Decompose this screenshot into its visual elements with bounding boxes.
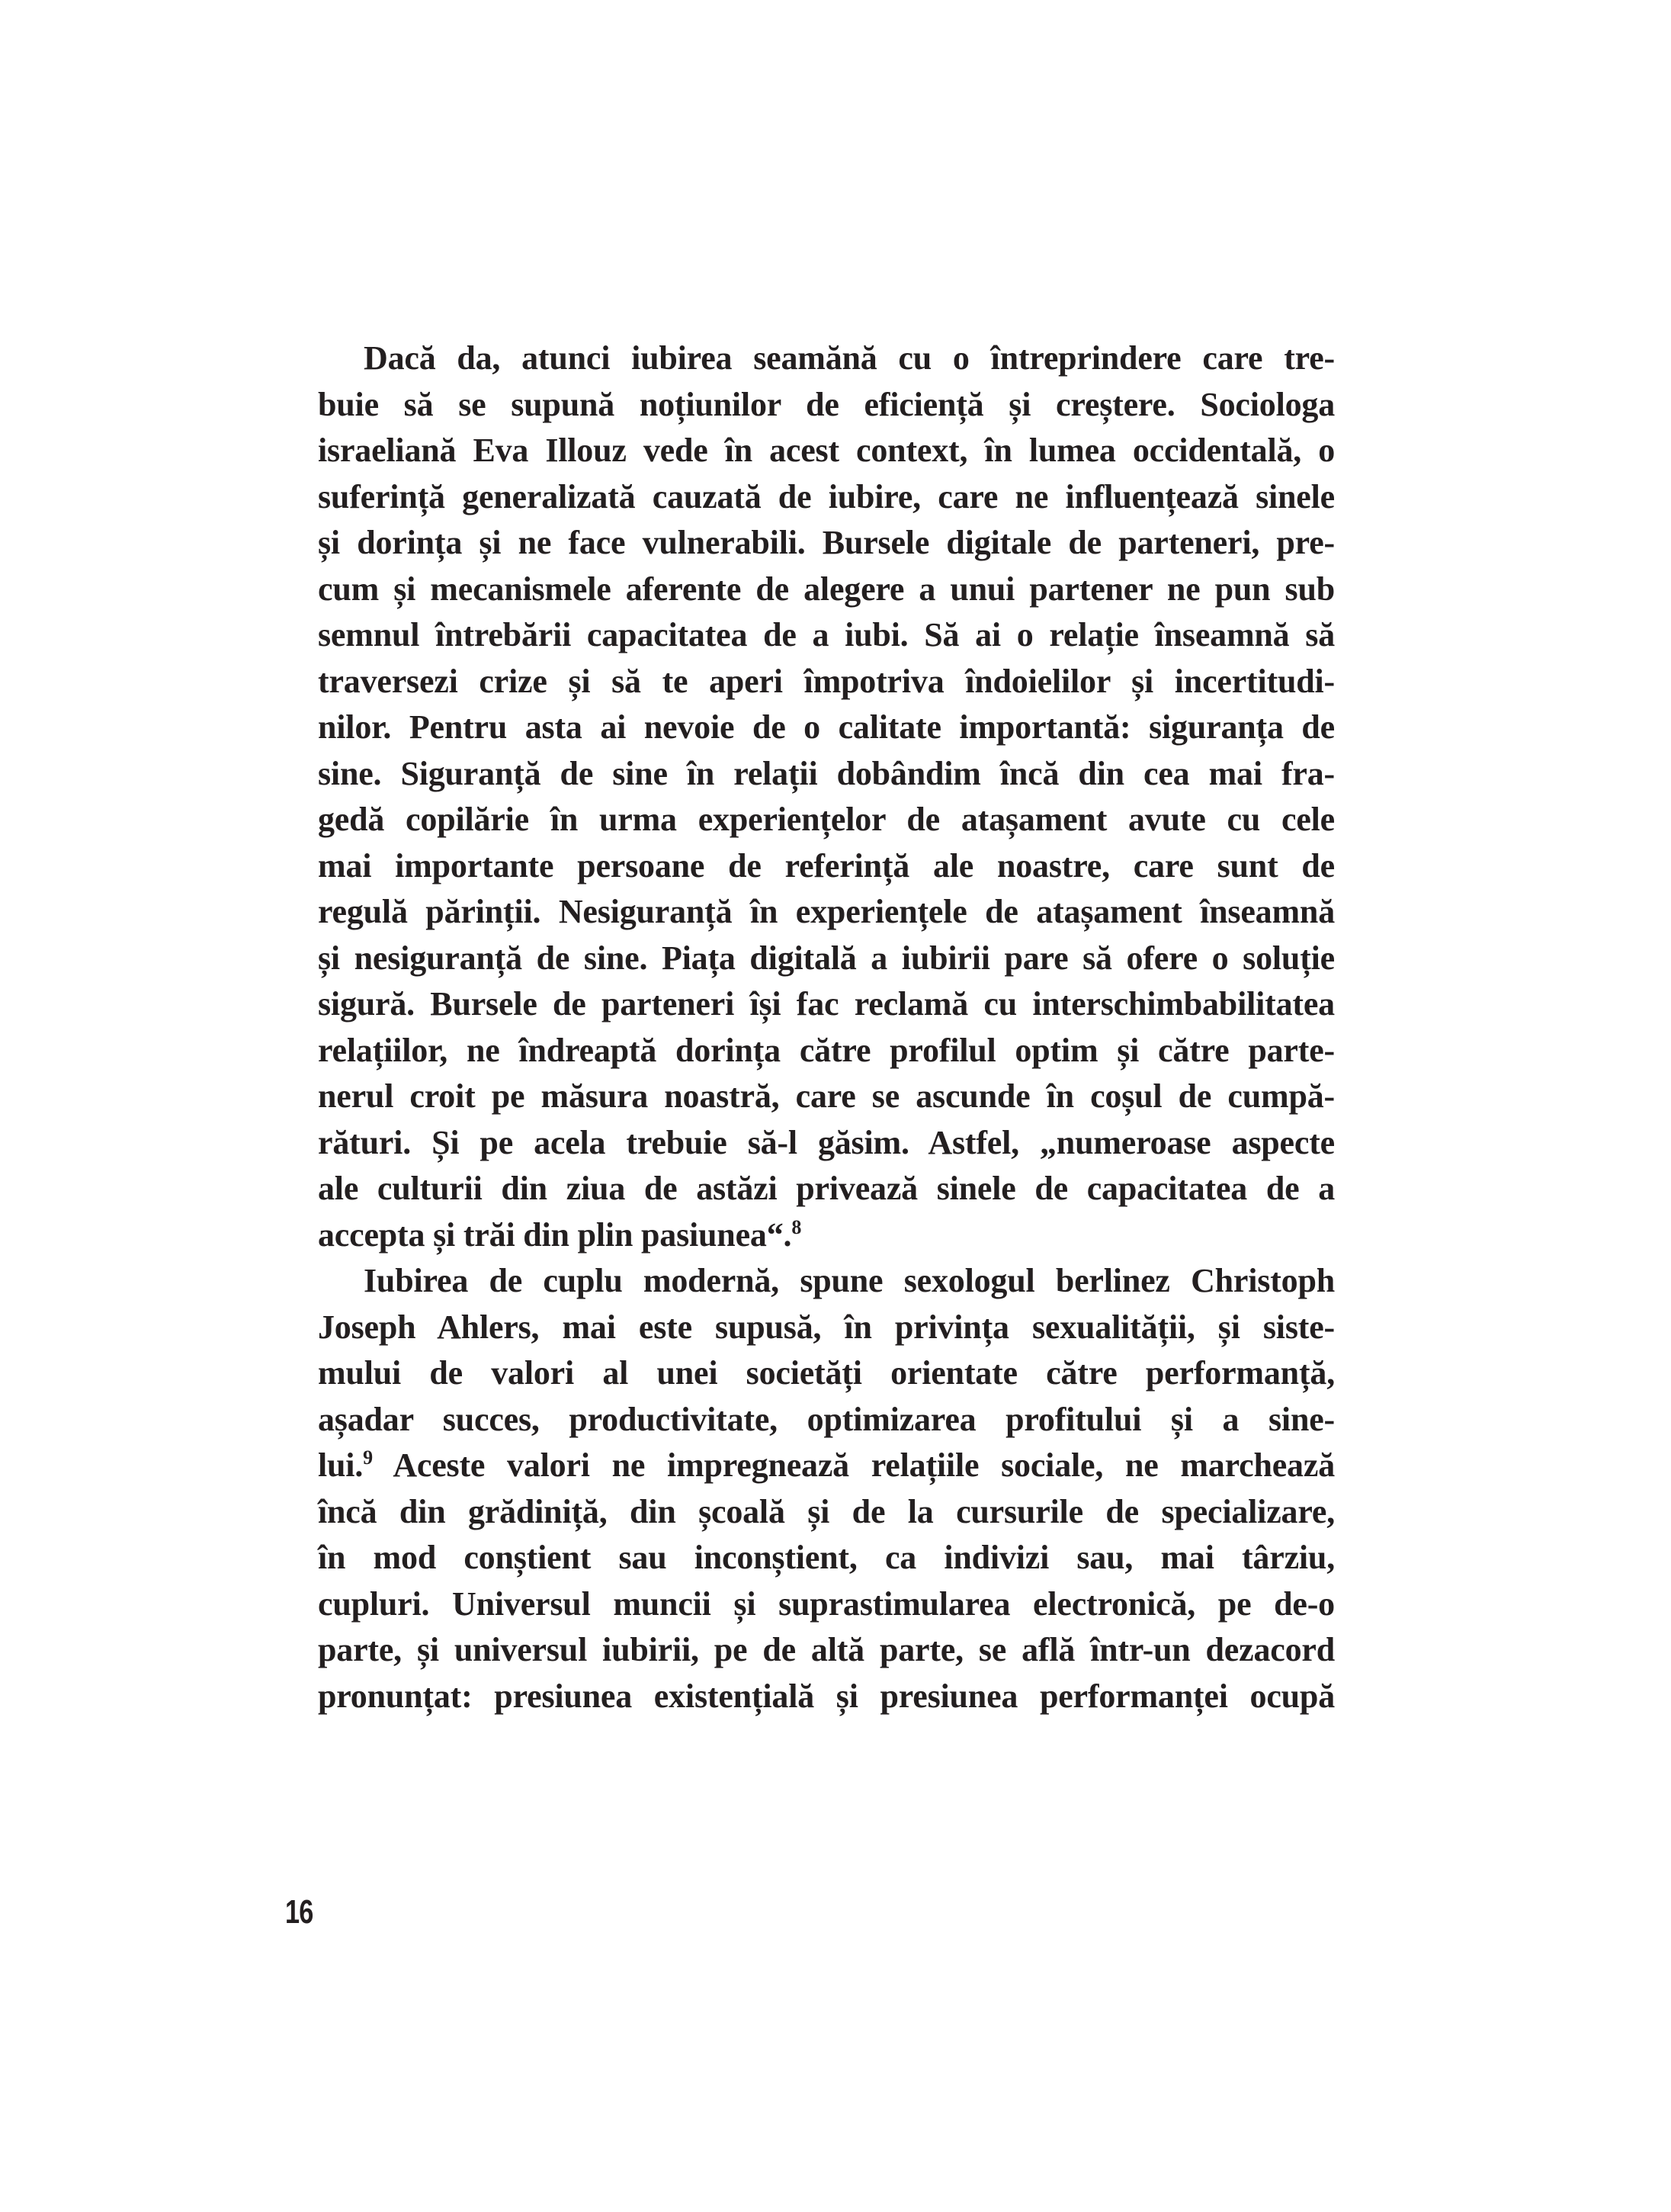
text-line: în mod conștient sau inconștient, ca indivizi sau, mai târziu, [318, 1539, 1335, 1576]
text-line: și nesiguranță de sine. Piața digitală a iubirii pare să ofere o soluție [318, 939, 1335, 977]
text-line: Joseph Ahlers, mai este supusă, în privința sexualității, și siste- [318, 1308, 1335, 1346]
text-line: regulă părinții. Nesiguranță în experiențele de atașament înseamnă [318, 893, 1335, 930]
text-line: nilor. Pentru asta ai nevoie de o calitate importantă: siguranța de [318, 708, 1335, 746]
text-line: așadar succes, productivitate, optimizarea profitului și a sine- [318, 1400, 1335, 1438]
text-line: traversezi crize și să te aperi împotriva îndoielilor și incertitudi- [318, 662, 1335, 700]
text-line: israeliană Eva Illouz vede în acest context, în lumea occidentală, o [318, 432, 1335, 469]
footnote-reference[interactable]: 8 [791, 1215, 802, 1238]
text-line: pronunțat: presiunea existențială și presiunea performanței ocupă [318, 1677, 1335, 1715]
text-line [318, 1443, 1335, 1489]
text-line [318, 1212, 1335, 1259]
text-line-content: Aceste valori ne impregnează relațiile sociale, ne marchează [393, 1446, 1335, 1484]
text-line: Dacă da, atunci iubirea seamănă cu o întreprindere care tre- [364, 339, 1335, 377]
footnote-reference[interactable]: 9 [363, 1446, 373, 1469]
text-line: sigură. Bursele de parteneri își fac reclamă cu interschimbabilitatea [318, 985, 1335, 1023]
text-line: rături. Și pe acela trebuie să-l găsim. Astfel, „numeroase aspecte [318, 1123, 1335, 1161]
text-line: parte, și universul iubirii, pe de altă parte, se află într-un dezacord [318, 1631, 1335, 1668]
text-line: sine. Siguranță de sine în relații dobândim încă din cea mai fra- [318, 754, 1335, 792]
text-line: suferință generalizată cauzată de iubire, care ne influențează sinele [318, 477, 1335, 515]
text-line: și dorința și ne face vulnerabili. Bursele digitale de parteneri, pre- [318, 524, 1335, 561]
text-line: mai importante persoane de referință ale noastre, care sunt de [318, 846, 1335, 884]
paragraph-1 [318, 335, 1335, 1258]
text-line: mului de valori al unei societăți orientate către performanță, [318, 1354, 1335, 1392]
text-line: cum și mecanismele aferente de alegere a unui partener ne pun sub [318, 570, 1335, 608]
text-line-content: lui. [318, 1446, 364, 1484]
text-line: Iubirea de cuplu modernă, spune sexologul berlinez Christoph [364, 1262, 1335, 1299]
text-line-content: accepta și trăi din plin pasiunea“. [318, 1215, 792, 1254]
text-line: semnul întrebării capacitatea de a iubi. Să ai o relație înseamnă să [318, 616, 1335, 653]
page-number: 16 [285, 1893, 313, 1931]
body-text [318, 335, 1335, 1719]
text-line: încă din grădiniță, din școală și de la cursurile de specializare, [318, 1492, 1335, 1530]
text-line: gedă copilărie în urma experiențelor de atașament avute cu cele [318, 801, 1335, 838]
text-line: cupluri. Universul muncii și suprastimularea electronică, pe de-o [318, 1584, 1335, 1623]
text-line: relațiilor, ne îndreaptă dorința către profilul optim și către parte- [318, 1031, 1335, 1069]
paragraph-2 [318, 1258, 1335, 1719]
text-line: ale culturii din ziua de astăzi privează sinele de capacitatea de a [318, 1170, 1335, 1207]
text-line: nerul croit pe măsura noastră, care se ascunde în coșul de cumpă- [318, 1077, 1335, 1115]
text-line: buie să se supună noțiunilor de eficiență și creștere. Sociologa [318, 385, 1335, 423]
